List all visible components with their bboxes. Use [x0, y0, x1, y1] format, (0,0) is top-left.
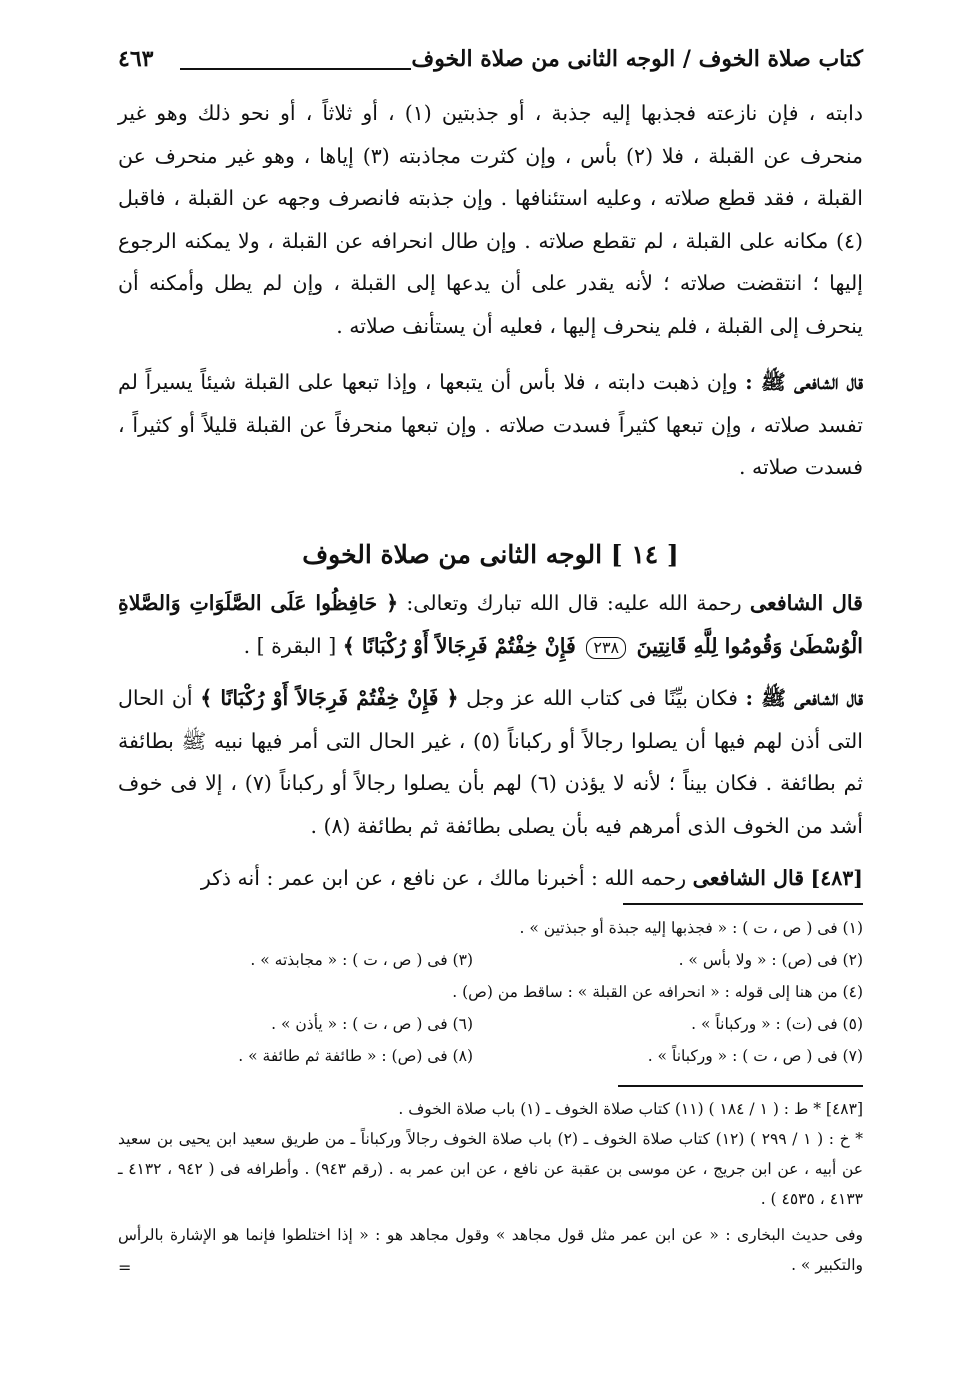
main-text: [118, 92, 863, 489]
footnote-row: [118, 1040, 863, 1072]
paragraph: دابته ، فإن نازعته فجذبها إليه جذبة ، أو جذبتين (١) ، أو ثلاثاً ، أو نحو ذلك وهو غير منحرف عن القبلة ، فلا (٢) بأس ، وإن كثرت مجاذبته (٣) إياها ، وهو غير منحرف عن القبلة ، فقد قطع صلاته ، وعليه استئنافها . وإن جذبته فانصرف وجهه عن القبلة ، فاقبل (٤) مكانه على القبلة ، لم تقطع صلاته . وإن طال انحرافه عن القبلة ، ولا يمكنه الرجوع إليها ؛ انتقضت صلاته ؛ لأنه يقدر على أن يدعها إلى القبلة ، وإن لم يطل وأمكنه أن ينحرف إلى القبلة ، فلم ينحرف إليها ، فعليه أن يستأنف صلاته .: [118, 101, 863, 338]
footnote: (٤) من هنا إلى قوله : « انحرافه عن القبلة » : ساقط من (ص) .: [452, 983, 863, 1001]
paragraph-text: وإن ذهبت دابته ، فلا بأس أن يتبعها ، وإذا تبعها على القبلة شيئاً يسيراً لم تفسد صلاته ، وإن تبعها كثيراً فسدت صلاته . وإن تبعها منحرفاً عن القبلة قليلاً أو كثيراً ، فسدت صلاته .: [118, 370, 863, 479]
takhrij-notes: [118, 1094, 863, 1280]
hadith-number: [٤٨٣]: [810, 866, 863, 890]
footnote: (٣) فى ( ص ، ت ) : « مجابذته » .: [250, 951, 473, 969]
speaker-label: قال الشافعى ﷺ :: [745, 686, 863, 710]
footnote-separator: [623, 903, 863, 905]
footnote: (٦) فى ( ص ، ت ) : « يأذن » .: [271, 1015, 473, 1033]
paragraph: [118, 361, 863, 489]
footnote: (١) فى ( ص ، ت ) : « فجذبها إليه جبذة أو جبذتين » .: [519, 919, 863, 937]
footnote-row: [118, 912, 863, 944]
running-title: كتاب صلاة الخوف / الوجه الثانى من صلاة الخوف: [411, 46, 863, 72]
footnote-row: [118, 1008, 863, 1040]
quran-verse: ﴿ حَافِظُوا عَلَى الصَّلَوَاتِ وَالصَّلاةِ الْوُسْطَىٰ وَقُومُوا لِلَّهِ قَانِتِينَ: [118, 591, 863, 658]
header-rule: [180, 68, 411, 70]
paragraph: [118, 582, 863, 667]
takhrij-entry: [٤٨٣] * ط : ( ١ / ١٨٤ ) (١١) كتاب صلاة الخوف ـ (١) باب صلاة الخوف .: [398, 1100, 863, 1118]
page-number: ٤٦٣: [118, 46, 154, 72]
footnote-row: [118, 944, 863, 976]
running-header: [118, 46, 863, 86]
continuation-mark: =: [118, 1258, 132, 1277]
surah-reference: [ البقرة ] .: [243, 633, 337, 658]
footnote: (٢) فى (ص) : « ولا بأس » .: [678, 951, 863, 969]
speaker-label: قال الشافعى: [692, 866, 805, 890]
section-text: [118, 582, 863, 910]
paragraph-text: رحمه الله : أخبرنا مالك ، عن نافع ، عن ابن عمر : أنه ذكر: [200, 866, 687, 890]
footnote: (٧) فى ( ص ، ت ) : « وركباناً » .: [647, 1047, 863, 1065]
ayah-number-badge: ٢٣٨: [586, 637, 626, 659]
paragraph: [118, 677, 863, 847]
speaker-label: قال الشافعى: [749, 591, 863, 615]
footnote: (٥) فى (ت) : « وركباناً » .: [691, 1015, 863, 1033]
intro-text: فكان بيِّنًا فى كتاب الله عز وجل: [466, 686, 738, 710]
paragraph: [118, 857, 863, 900]
intro-text: رحمة الله عليه: قال الله تبارك وتعالى:: [406, 591, 742, 615]
quran-verse: ﴿ فَإِنْ خِفْتُمْ فَرِجَالاً أَوْ رُكْبَانًا ﴾: [200, 686, 459, 710]
footnotes: [118, 912, 863, 1072]
footnote: (٨) فى (ص) : « طائفة ثم طائفة » .: [238, 1047, 473, 1065]
section-heading: [ ١٤ ] الوجه الثانى من صلاة الخوف: [302, 540, 679, 569]
takhrij-entry: * خ : ( ١ / ٢٩٩ ) (١٢) كتاب صلاة الخوف ـ (٢) باب صلاة الخوف رجالاً وركباناً ـ من طريق سعيد ابن يحيى بن سعيد عن أبيه ، عن ابن جريج ، عن موسى بن عقبة عن نافع ، عن ابن عمر به . (رقم ٩٤٣) . وأطرافه فى ( ٩٤٢ ، ٤١٣٢ ـ ٤١٣٣ ، ٤٥٣٥ ) .: [118, 1130, 864, 1208]
takhrij-separator: [618, 1085, 863, 1087]
paragraph-text: أن الحال التى أذن لهم فيها أن يصلوا رجالاً أو ركباناً (٥) ، غير الحال التى أمر فيها نبيه ﷺ بطائفة ثم بطائفة . فكان بيناً ؛ لأنه لا يؤذن (٦) لهم بأن يصلوا رجالاً أو ركباناً (٧) ، إلا فى خوف أشد من الخوف الذى أمرهم فيه بأن يصلى بطائفة ثم بطائفة (٨) .: [118, 686, 864, 838]
quran-verse: فَإِنْ خِفْتُمْ فَرِجَالاً أَوْ رُكْبَانًا ﴾: [342, 633, 576, 658]
speaker-label: قال الشافعى ﷺ :: [745, 370, 863, 394]
footnote-row: [118, 976, 863, 1008]
takhrij-entry: وفى حديث البخارى : « عن ابن عمر مثل قول مجاهد » وقول مجاهد هو : « إذا اختلطوا فإنما هو الإشارة بالرأس والتكبير » .: [118, 1226, 863, 1274]
